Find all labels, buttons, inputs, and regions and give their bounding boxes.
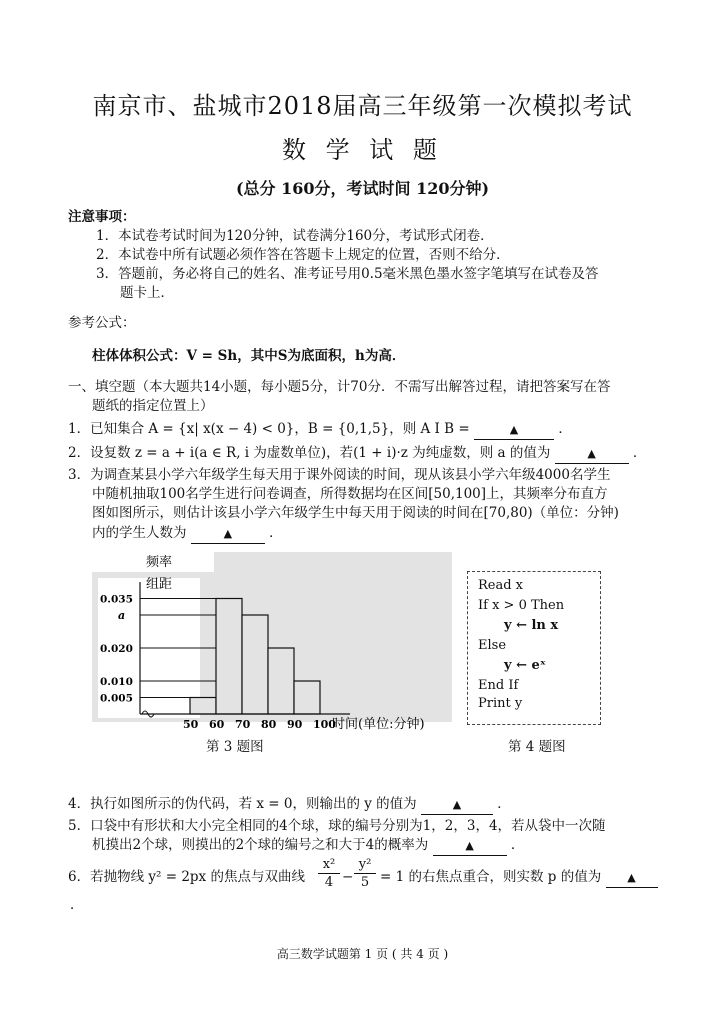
- code-line-6: End If: [478, 678, 519, 693]
- fraction-1-numerator: x²: [318, 856, 340, 874]
- figure-4-pseudocode: [467, 571, 601, 725]
- notes-heading: 注意事项：: [68, 209, 136, 225]
- y-axis-label-bottom: 组距: [146, 577, 173, 592]
- note-item-3: 3．答题前，务必将自己的姓名、准考证号用0.5毫米黑色墨水签字笔填写在试卷及答: [96, 266, 599, 282]
- exam-meta: (总分 160分，考试时间 120分钟): [235, 179, 490, 198]
- code-line-7: Print y: [478, 696, 523, 711]
- y-tick-label: 0.005: [100, 692, 133, 705]
- histogram-bar: [216, 599, 242, 715]
- question-6-text-cont: [380, 868, 658, 888]
- answer-blank-1: [474, 420, 554, 440]
- x-tick-label: 90: [287, 718, 303, 731]
- question-3-end: ．: [269, 525, 283, 541]
- answer-blank-4: [421, 795, 493, 815]
- minus-sign: −: [342, 869, 354, 885]
- x-tick-label: 80: [261, 718, 277, 731]
- answer-blank-3: [191, 524, 265, 544]
- y-tick-label: 0.035: [100, 593, 133, 606]
- question-4-text: 4．执行如图所示的伪代码，若 x = 0，则输出的 y 的值为: [68, 796, 417, 812]
- exam-title: 南京市、盐城市2018届高三年级第一次模拟考试: [92, 92, 633, 120]
- section-heading: 一、填空题（本大题共14小题，每小题5分，计70分．不需写出解答过程，请把答案写在答: [68, 379, 611, 395]
- y-axis-label-top: 频率: [146, 555, 173, 570]
- question-3-text: 内的学生人数为: [92, 525, 187, 541]
- x-tick-label: 70: [235, 718, 251, 731]
- formula-text: 柱体体积公式：V = Sh，其中S为底面积，h为高．: [92, 348, 406, 364]
- question-1: [68, 420, 572, 440]
- figure-3-histogram: [88, 552, 458, 742]
- question-6-text: 6．若抛物线 y² = 2px 的焦点与双曲线: [68, 869, 305, 885]
- question-2-text: 2．设复数 z = a + i(a ∈ R, i 为虚数单位)，若(1 + i)·z 为纯虚数，则 a 的值为: [68, 445, 551, 461]
- question-4: [68, 795, 511, 815]
- y-tick-label: 0.020: [100, 643, 133, 655]
- note-item-1: 1．本试卷考试时间为120分钟，试卷满分160分，考试形式闭卷．: [96, 228, 494, 244]
- note-item-3-cont: 题卡上．: [120, 285, 174, 301]
- note-item-2: 2．本试卷中所有试题必须作答在答题卡上规定的位置，否则不给分．: [96, 247, 510, 263]
- question-2-end: ．: [632, 445, 647, 461]
- formula-heading: 参考公式：: [68, 315, 136, 331]
- question-3-line-4: [92, 524, 283, 544]
- answer-mark: ▲: [587, 447, 596, 460]
- code-line-4: Else: [478, 638, 507, 653]
- answer-blank-5: [433, 836, 507, 856]
- answer-mark: ▲: [452, 798, 462, 811]
- exam-subtitle: 数 学 试 题: [282, 136, 443, 164]
- question-6-text-mid: = 1 的右焦点重合，则实数 p 的值为: [380, 869, 602, 885]
- answer-mark: ▲: [509, 423, 519, 436]
- figure-4-caption: 第 4 题图: [508, 739, 566, 755]
- histogram-bar: [268, 648, 294, 714]
- code-line-5: y ← eˣ: [504, 658, 546, 673]
- answer-blank-2: [555, 444, 629, 464]
- question-4-end: ．: [497, 796, 511, 812]
- x-tick-label: 60: [209, 718, 225, 731]
- y-tick-label: 0.010: [100, 676, 133, 688]
- figure-3-caption: 第 3 题图: [206, 739, 264, 755]
- fraction-y2-over-5: [354, 856, 376, 891]
- fraction-1-denominator: 4: [324, 875, 334, 890]
- question-5-line-1: 5．口袋中有形状和大小完全相同的4个球，球的编号分别为1，2，3，4，若从袋中一次随: [68, 818, 606, 834]
- answer-mark: ▲: [223, 527, 233, 540]
- question-5-end: ．: [510, 837, 525, 853]
- fraction-x2-over-4: [318, 856, 340, 891]
- answer-mark: ▲: [465, 839, 474, 852]
- fraction-2-denominator: 5: [360, 875, 370, 890]
- x-axis-label: 时间(单位:分钟): [332, 717, 425, 732]
- code-line-2: If x > 0 Then: [478, 598, 565, 613]
- code-line-3: y ← ln x: [504, 618, 559, 633]
- question-3-line-1: 3．为调查某县小学六年级学生每天用于课外阅读的时间，现从该县小学六年级4000名学生: [68, 467, 611, 483]
- answer-blank-6: [606, 868, 658, 888]
- question-1-text: 1．已知集合 A = {x| x(x − 4) < 0}，B = {0,1,5}，则 A I B =: [68, 421, 470, 437]
- page-footer: 高三数学试题第 1 页 ( 共 4 页 ): [276, 947, 449, 961]
- question-5-line-2: [92, 836, 524, 856]
- question-2: [68, 444, 646, 464]
- x-tick-label: 50: [183, 718, 199, 731]
- y-tick-label: a: [118, 609, 126, 622]
- question-3-line-2: 中随机抽取100名学生进行问卷调查，所得数据均在区间[50,100]上，其频率分布直方: [92, 486, 608, 502]
- histogram-bar: [190, 698, 216, 715]
- question-3-line-3: 图如图所示，则估计该县小学六年级学生中每天用于阅读的时间在[70,80)（单位：分钟): [92, 505, 619, 521]
- answer-mark: ▲: [627, 871, 636, 884]
- x-tick-label: 100: [313, 718, 336, 731]
- histogram-bar: [294, 681, 320, 714]
- fraction-2-numerator: y²: [354, 856, 376, 874]
- code-line-1: Read x: [478, 578, 524, 593]
- question-1-end: ．: [558, 421, 572, 437]
- section-heading-cont: 题纸的指定位置上）: [92, 398, 214, 414]
- question-6-end: ．: [70, 897, 84, 913]
- histogram-bar: [242, 615, 268, 714]
- question-5-text: 机摸出2个球，则摸出的2个球的编号之和大于4的概率为: [92, 837, 429, 853]
